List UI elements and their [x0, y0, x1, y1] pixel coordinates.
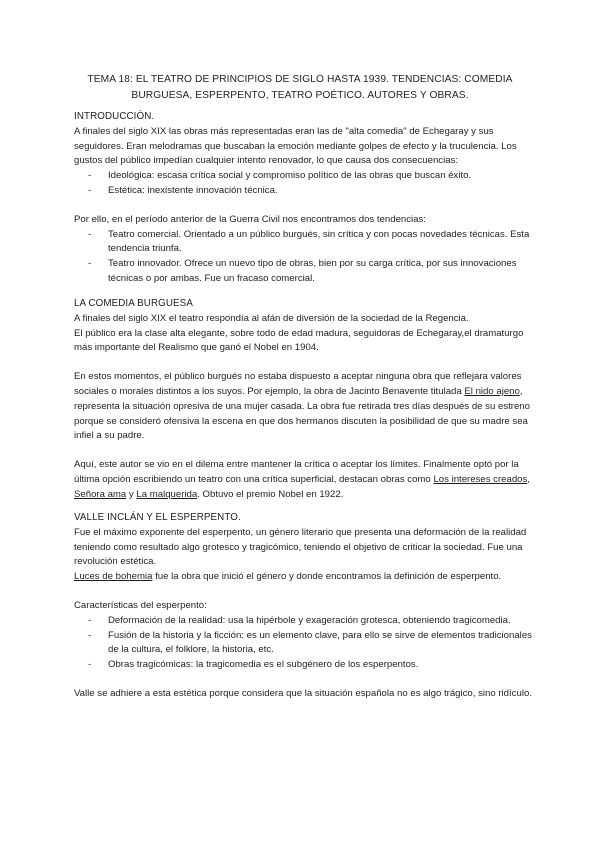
intro-consequences-list [74, 169, 534, 199]
comedia-section [74, 297, 534, 503]
valle-closing: Valle se adhiere a esta estética porque considera que la situación española no es algo trágico, sino ridículo. [74, 687, 532, 699]
text: y [126, 488, 137, 500]
features-list [74, 614, 534, 673]
title-line-2: BURGUESA, ESPERPENTO, TEATRO POÉTICO. AUTORES Y OBRAS. [131, 90, 469, 101]
list-item: - Teatro comercial. Orientado a un público burgués, sin crítica y con pocas novedades técnicas. Esta tendencia triunfa. [74, 228, 534, 258]
work-title-senora-ama: Señora ama [74, 488, 127, 500]
list-item: - Fusión de la historia y la ficción: es un elemento clave, para ello se sirve de elementos tradicionales de la cultura, el folklore, la historia, etc. [74, 629, 534, 659]
title-line-1: TEMA 18: EL TEATRO DE PRINCIPIOS DE SIGLO HASTA 1939. TENDENCIAS: COMEDIA [87, 74, 513, 85]
text: Aquí, este autor se vio en el dilema entre mantener la crítica o aceptar los límites. Finalmente optó por la última opción escribiendo un teatro con una crítica superficial, destacan obras como [74, 459, 519, 485]
comedia-heading: LA COMEDIA BURGUESA [74, 298, 193, 309]
list-item: - Ideológica: escasa crítica social y compromiso político de las obras que buscan éxito. [74, 169, 534, 184]
intro-heading: INTRODUCCIÓN. [74, 111, 155, 122]
comedia-paragraph-3 [74, 458, 534, 502]
text: , representa la situación opresiva de una mujer casada. La obra fue retirada tres días después de su estreno porque se consideró ofensiva la escena en que dos hermanos discuten la posibilidad de que su madre sea infiel a su padre. [74, 385, 530, 442]
comedia-paragraph-2 [74, 370, 534, 444]
text: fue la obra que inició el género y donde encontramos la definición de esperpento. [152, 571, 502, 583]
intro-paragraph-2: Por ello, en el período anterior de la Guerra Civil nos encontramos dos tendencias: [74, 213, 426, 225]
features-heading: Características del esperpento: [74, 599, 207, 611]
valle-heading: VALLE INCLÁN Y EL ESPERPENTO. [74, 512, 241, 523]
list-item: - Estética: inexistente innovación técnica. [74, 184, 534, 199]
document-title [74, 72, 526, 104]
valle-paragraph-2 [74, 570, 534, 585]
valle-paragraph-1: Fue el máximo exponente del esperpento, un género literario que presenta una deformación de la realidad teniendo como resultado algo grotesco y tragicómico, teniendo el objetivo de criticar la sociedad. Fue una revolución estética. [74, 526, 527, 568]
work-title-luces-de-bohemia: Luces de bohemia [74, 571, 153, 583]
list-item: - Obras tragicómicas: la tragicomedia es el subgénero de los esperpentos. [74, 658, 534, 673]
valle-section [74, 511, 534, 702]
text: . Obtuvo el premio Nobel en 1922. [197, 488, 344, 500]
text: , [527, 473, 530, 485]
work-title-la-malquerida: La malquerida [136, 488, 198, 500]
comedia-paragraph-1a: A finales del siglo XIX el teatro respondía al afán de diversión de la sociedad de la Regencia. [74, 312, 469, 324]
intro-tendencies-list [74, 228, 534, 287]
list-item: - Deformación de la realidad: usa la hipérbole y exageración grotesca, obteniendo tragicomedia. [74, 614, 534, 629]
list-item: - Teatro innovador. Ofrece un nuevo tipo de obras, bien por su carga crítica, por sus innovaciones técnicas o por ambas. Fue un fracaso comercial. [74, 257, 534, 287]
text: En estos momentos, el público burgués no estaba dispuesto a aceptar ninguna obra que reflejara valores sociales o morales distintos a los suyos. Por ejemplo, la obra de Jacinto Benavente titulada [74, 371, 522, 397]
comedia-paragraph-1b: El público era la clase alta elegante, sobre todo de edad madura, seguidoras de Echegaray,el dramaturgo más importante del Realismo que ganó el Nobel en 1904. [74, 327, 524, 354]
work-title-los-intereses-creados: Los intereses creados [433, 473, 528, 485]
intro-paragraph-1: A finales del siglo XIX las obras más representadas eran las de "alta comedia" de Echegaray y sus seguidores. Eran melodramas que buscaban la emoción mediante golpes de efecto y la truculencia. Los gustos del público impedían cualquier intento renovador, lo que causa dos consecuencias: [74, 125, 517, 167]
work-title-el-nido-ajeno: El nido ajeno [464, 385, 520, 397]
intro-section [74, 110, 534, 287]
